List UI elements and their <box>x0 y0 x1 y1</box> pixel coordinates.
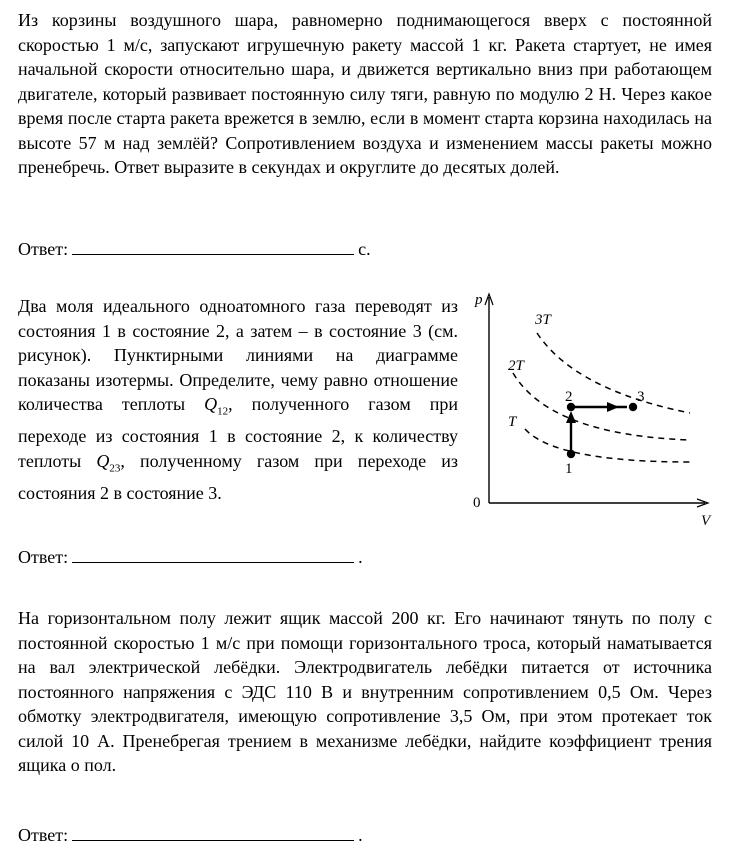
state-point-1 <box>567 450 575 458</box>
pv-diagram <box>465 285 715 535</box>
answer-blank[interactable] <box>72 823 354 841</box>
p-axis-label: p <box>475 292 483 308</box>
answer-blank[interactable] <box>72 545 354 563</box>
origin-label: 0 <box>473 495 481 511</box>
problem2-text <box>18 294 458 505</box>
v-axis-label: V <box>701 513 711 529</box>
isotherm-2t-label: 2T <box>508 358 524 374</box>
problem2-text-part1: Два моля идеального одноатомного газа переводят из состояния 1 в состояние 2, а затем – в состояние 3 (см. рисунок). Пунктирными линиями на диаграмме показаны изотермы. Определите, чему равно отношение количества теплоты <box>18 296 458 414</box>
isotherm-3t <box>537 333 690 413</box>
problem3-answer <box>18 823 363 847</box>
q12-symbol: $Q_{12}$ <box>204 394 229 418</box>
problem3-text: На горизонтальном полу лежит ящик массой 200 кг. Его начинают тянуть по полу с постоянной скоростью 1 м/с при помощи горизонтального троса, который наматывается на вал электрической лебёдки. Электродвигатель лебёдки питается от источника постоянного напряжения с ЭДС 110 В и внутренним сопротивлением 0,5 Ом. Через обмотку электродвигателя, имеющую сопротивление 3,5 Ом, при этом протекает ток силой 10 А. Пренебрегая трением в механизме лебёдки, найдите коэффициент трения ящика о пол. <box>18 608 712 775</box>
isotherm-t <box>525 429 690 462</box>
state-label-1: 1 <box>565 461 573 477</box>
isotherm-3t-label: 3T <box>535 312 551 328</box>
isotherm-t-label: T <box>508 414 517 430</box>
answer-label: Ответ: <box>18 825 69 845</box>
problem2-text-part3: , полученному газом при переходе из состояния 2 в состояние 3. <box>18 450 459 503</box>
answer-blank[interactable] <box>72 237 354 255</box>
problem2-answer <box>18 545 363 569</box>
problem1-text: Из корзины воздушного шара, равномерно поднимающегося вверх с постоянной скоростью 1 м/с, запускают игрушечную ракету массой 1 кг. Ракета стартует, не имея начальной скорости относительно шара, и движется вертикально вниз при работающем двигателе, который развивает постоянную силу тяги, равную по модулю 2 Н. Через какое время после старта ракета врежется в землю, если в момент старта корзина находилась на высоте 57 м над землёй? Сопротивлением воздуха и изменением массы ракеты можно пренебречь. Ответ выразите в секундах и округлите до десятых долей. <box>18 10 712 177</box>
state-label-2: 2 <box>565 389 573 405</box>
process-2-3-arrow <box>607 402 619 412</box>
answer-unit: с. <box>358 239 371 259</box>
state-label-3: 3 <box>637 389 645 405</box>
answer-label: Ответ: <box>18 547 69 567</box>
answer-unit: . <box>358 547 363 567</box>
answer-unit: . <box>358 825 363 845</box>
answer-label: Ответ: <box>18 239 69 259</box>
state-point-3 <box>629 403 637 411</box>
q23-symbol: $Q_{23}$ <box>96 450 121 475</box>
problem1-answer <box>18 237 371 261</box>
problem2-text-part2: , полученного газом при переходе из состояния 1 в состояние 2, к количеству теплоты <box>18 394 459 471</box>
